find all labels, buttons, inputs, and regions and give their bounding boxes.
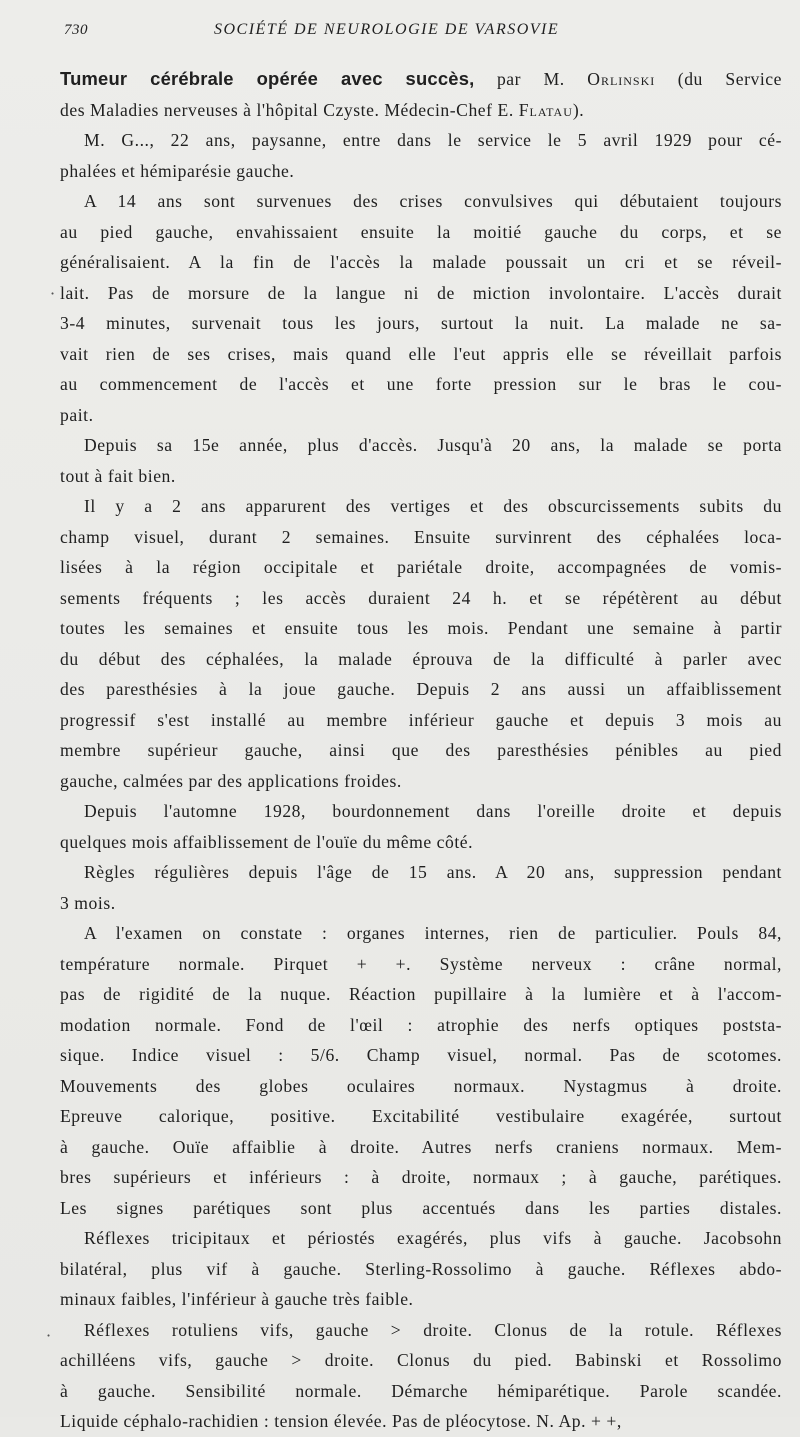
text-line: sements fréquents ; les accès duraient 24 h. et se répétèrent au début [60, 587, 782, 608]
text-line: Mouvements des globes oculaires normaux. Nystagmus à droite. [60, 1075, 782, 1096]
text-line: pait. [60, 404, 94, 425]
text-line: Réflexes rotuliens vifs, gauche > droite. Clonus de la rotule. Réflexes [84, 1319, 782, 1340]
text-line: 3-4 minutes, survenait tous les jours, surtout la nuit. La malade ne sa- [60, 313, 782, 333]
article-body [60, 64, 782, 1437]
text-line: A 14 ans sont survenues des crises convulsives qui débutaient toujours [84, 191, 782, 211]
text-line: pas de rigidité de la nuque. Réaction pupillaire à la lumière et à l'accom- [60, 984, 782, 1004]
text-line: M. G..., 22 ans, paysanne, entre dans le service le 5 avril 1929 pour cé- [84, 130, 782, 150]
text-line: tout à fait bien. [60, 465, 176, 486]
text-line: membre supérieur gauche, ainsi que des paresthésies pénibles au pied [60, 740, 782, 760]
text-line: modation normale. Fond de l'œil : atrophie des nerfs optiques poststa- [60, 1014, 782, 1035]
author-name: Orlinski [587, 69, 656, 89]
text-line: champ visuel, durant 2 semaines. Ensuite survinrent des céphalées loca- [60, 526, 782, 547]
text-line: gauche, calmées par des applications froides. [60, 770, 402, 791]
page-header [64, 18, 770, 52]
text-line: Règles régulières depuis l'âge de 15 ans. A 20 ans, suppression pendant [84, 862, 782, 882]
text-line: Il y a 2 ans apparurent des vertiges et des obscurcissements subits du [84, 496, 782, 516]
text-line: Epreuve calorique, positive. Excitabilité vestibulaire exagérée, surtout [60, 1106, 782, 1126]
running-head: SOCIÉTÉ DE NEUROLOGIE DE VARSOVIE [214, 21, 560, 38]
text-line: Liquide céphalo-rachidien : tension élevée. Pas de pléocytose. N. Ap. + +, [60, 1411, 622, 1431]
text-line: température normale. Pirquet + +. Système nerveux : crâne normal, [60, 953, 782, 974]
text-line: achilléens vifs, gauche > droite. Clonus du pied. Babinski et Rossolimo [60, 1350, 782, 1370]
text-line: Les signes parétiques sont plus accentués dans les parties distales. [60, 1197, 782, 1218]
text-line: lait. Pas de morsure de la langue ni de miction involontaire. L'accès durait [60, 282, 782, 303]
text-line: Depuis sa 15e année, plus d'accès. Jusqu'à 20 ans, la malade se porta [84, 435, 782, 455]
margin-mark: · [50, 284, 56, 303]
text-line: bres supérieurs et inférieurs : à droite, normaux ; à gauche, parétiques. [60, 1167, 782, 1187]
text-line: à gauche. Sensibilité normale. Démarche hémiparétique. Parole scandée. [60, 1380, 782, 1401]
margin-mark: · [46, 1326, 52, 1345]
text-line: A l'examen on constate : organes internes, rien de particulier. Pouls 84, [84, 923, 782, 943]
text-line: toutes les semaines et ensuite tous les mois. Pendant une semaine à partir [60, 618, 782, 638]
affiliation-line: des Maladies nerveuses à l'hôpital Czyste. Médecin-Chef E. Flatau). [60, 99, 585, 120]
text-line: lisées à la région occipitale et pariétale droite, accompagnées de vomis- [60, 557, 782, 577]
text-line: Réflexes tricipitaux et périostés exagérés, plus vifs à gauche. Jacobsohn [84, 1228, 782, 1248]
text-line: à gauche. Ouïe affaiblie à droite. Autres nerfs craniens normaux. Mem- [60, 1136, 782, 1157]
text-line: phalées et hémiparésie gauche. [60, 160, 295, 181]
chief-name: Flatau [518, 99, 573, 120]
text-line: Depuis l'automne 1928, bourdonnement dans l'oreille droite et depuis [84, 801, 782, 821]
body-text [60, 125, 782, 1437]
text-line: au pied gauche, envahissaient ensuite la moitié gauche du corps, et se [60, 221, 782, 242]
text-line: quelques mois affaiblissement de l'ouïe du même côté. [60, 831, 474, 852]
text-line: vait rien de ses crises, mais quand elle l'eut appris elle se réveillait parfois [60, 343, 782, 364]
text-line: sique. Indice visuel : 5/6. Champ visuel, normal. Pas de scotomes. [60, 1045, 782, 1065]
text-line: des paresthésies à la joue gauche. Depuis 2 ans aussi un affaiblissement [60, 679, 782, 699]
text-line: bilatéral, plus vif à gauche. Sterling-Rossolimo à gauche. Réflexes abdo- [60, 1258, 782, 1279]
article-title-line: Tumeur cérébrale opérée avec succès, par M. Orlinski (du Service [60, 68, 782, 89]
text-line: généralisaient. A la fin de l'accès la malade poussait un cri et se réveil- [60, 252, 782, 272]
text-line: progressif s'est installé au membre inférieur gauche et depuis 3 mois au [60, 709, 782, 730]
text-line: 3 mois. [60, 892, 116, 913]
text-line: au commencement de l'accès et une forte pression sur le bras le cou- [60, 374, 782, 394]
article-title: Tumeur cérébrale opérée avec succès, [60, 68, 475, 89]
text-line: minaux faibles, l'inférieur à gauche très faible. [60, 1289, 414, 1309]
page-number: 730 [64, 22, 88, 38]
text-line: du début des céphalées, la malade éprouva de la difficulté à parler avec [60, 648, 782, 669]
